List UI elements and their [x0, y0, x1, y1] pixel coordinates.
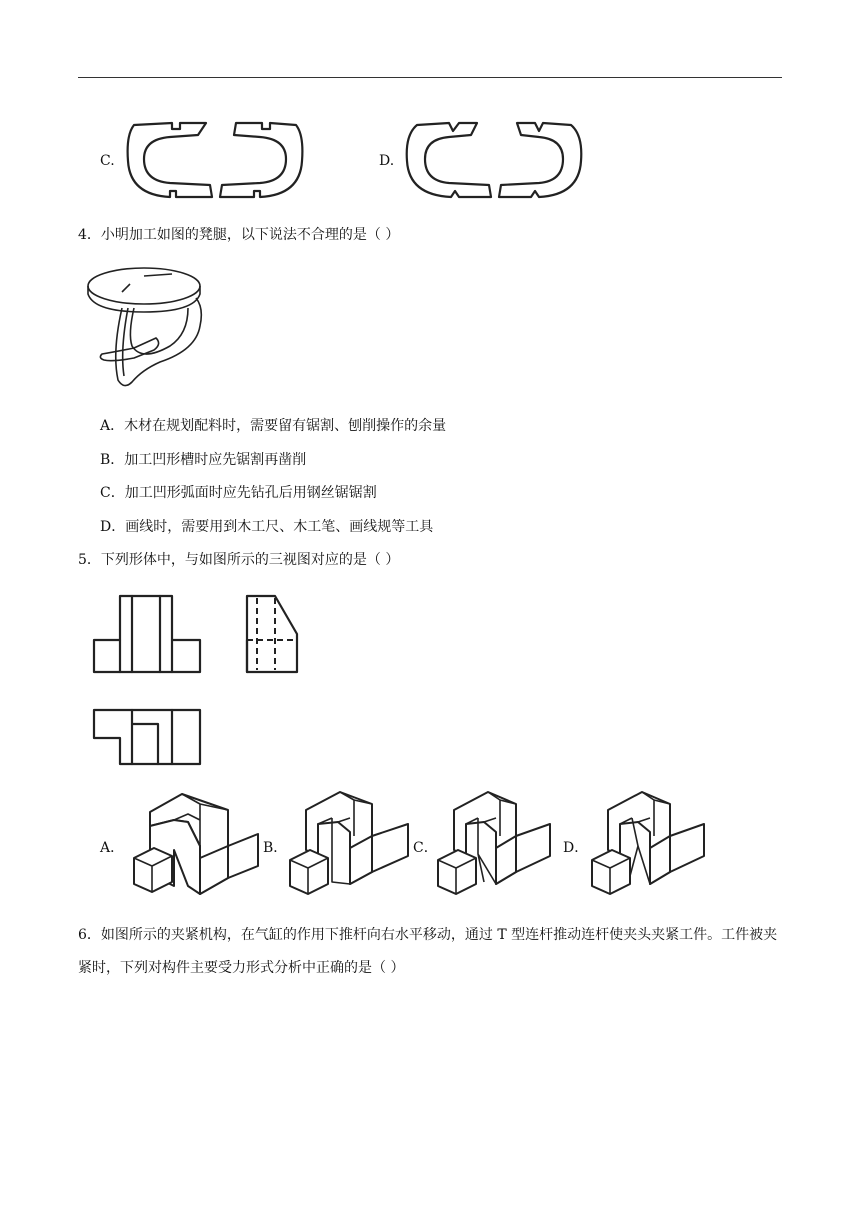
header-rule [78, 77, 782, 78]
option-c-label: C. [100, 153, 115, 169]
option-d-figure [403, 115, 593, 207]
stool-leg-figure [84, 262, 214, 394]
q5-option-b-figure [288, 784, 412, 900]
q4-option-b: B．加工凹形槽时应先锯割再凿削 [100, 452, 307, 468]
q5-option-c-figure [436, 784, 556, 900]
q6-stem: 6．如图所示的夹紧机构，在气缸的作用下推杆向右水平移动，通过 T 型连杆推动连杆使夹头夹紧工件。工件被夹紧时，下列对构件主要受力形式分析中正确的是（ ） [78, 927, 778, 976]
option-c-figure [124, 115, 314, 207]
q4-option-a: A．木材在规划配料时，需要留有锯割、刨削操作的余量 [100, 418, 447, 434]
q5-option-a-figure [130, 786, 262, 902]
front-view [92, 594, 202, 674]
q4-stem: 4．小明加工如图的凳腿，以下说法不合理的是（ ） [78, 227, 400, 243]
q5-option-b-label: B． [263, 840, 288, 856]
side-view [245, 594, 301, 674]
q5-stem: 5．下列形体中，与如图所示的三视图对应的是（ ） [78, 552, 400, 568]
q5-option-d-label: D． [563, 840, 589, 856]
q5-option-c-label: C． [413, 840, 438, 856]
q4-option-d: D．画线时，需要用到木工尺、木工笔、画线规等工具 [100, 519, 434, 535]
q5-option-d-figure [590, 784, 708, 900]
q4-option-c: C．加工凹形弧面时应先钻孔后用钢丝锯锯割 [100, 485, 377, 501]
q5-option-a-label: A． [100, 840, 125, 856]
option-d-label: D. [379, 153, 395, 169]
top-view [92, 708, 202, 766]
